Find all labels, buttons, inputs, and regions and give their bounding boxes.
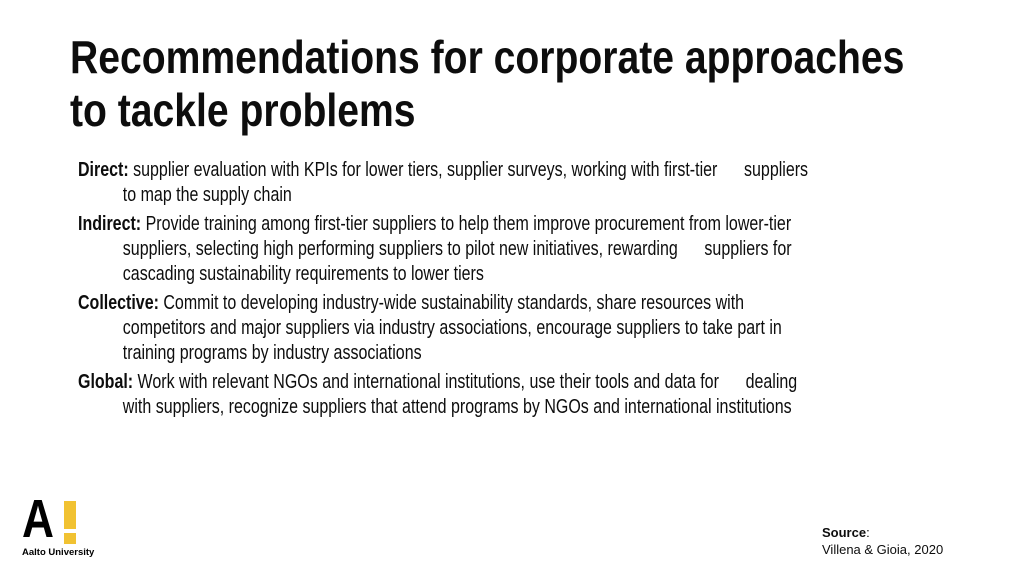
paragraph-direct-line-2: to map the supply chain <box>122 184 292 206</box>
slide-body <box>78 158 1024 424</box>
aalto-logo-mark <box>22 489 94 549</box>
slide-title-line-2: to tackle problems <box>70 84 416 136</box>
source-value: Villena & Gioia, 2020 <box>822 542 944 557</box>
paragraph-indirect-label: Indirect: <box>78 213 142 235</box>
source-colon: : <box>866 525 870 540</box>
source-citation <box>822 524 943 558</box>
paragraph-indirect-line-2: suppliers, selecting high performing suppliers to pilot new initiatives, rewarding suppliers for <box>122 238 792 260</box>
paragraph-indirect-line-3: cascading sustainability requirements to lower tiers <box>122 263 484 285</box>
aalto-exclamation-icon <box>64 501 76 544</box>
paragraph-collective-line-1: Collective: Commit to developing industry-wide sustainability standards, share resources with <box>78 292 745 314</box>
aalto-logo-wordmark: Aalto University <box>22 547 95 558</box>
paragraph-indirect <box>78 212 1024 287</box>
aalto-logo-letter-a: A <box>22 489 54 549</box>
aalto-exclamation-bar <box>64 501 76 529</box>
paragraph-collective-line-3: training programs by industry associations <box>122 342 422 364</box>
paragraph-direct <box>78 158 1024 208</box>
paragraph-collective <box>78 291 1024 366</box>
source-label: Source <box>822 525 867 540</box>
paragraph-global-label: Global: <box>78 371 134 393</box>
slide-title-line-1: Recommendations for corporate approaches <box>70 31 905 83</box>
paragraph-global-line-1: Global: Work with relevant NGOs and international institutions, use their tools and data for dealing <box>78 371 798 393</box>
paragraph-global <box>78 370 1024 420</box>
paragraph-collective-line-2: competitors and major suppliers via industry associations, encourage suppliers to take part in <box>122 317 782 339</box>
paragraph-global-line-2: with suppliers, recognize suppliers that attend programs by NGOs and international institutions <box>122 396 792 418</box>
aalto-university-logo <box>22 489 95 558</box>
paragraph-collective-label: Collective: <box>78 292 159 314</box>
slide-title <box>70 31 904 137</box>
paragraph-indirect-line-1: Indirect: Provide training among first-tier suppliers to help them improve procurement from lower-tier <box>78 213 792 235</box>
source-label-line <box>822 524 943 541</box>
aalto-exclamation-dot <box>64 533 76 544</box>
paragraph-direct-line-1: Direct: supplier evaluation with KPIs for lower tiers, supplier surveys, working with first-tier suppliers <box>78 159 809 181</box>
paragraph-direct-label: Direct: <box>78 159 129 181</box>
